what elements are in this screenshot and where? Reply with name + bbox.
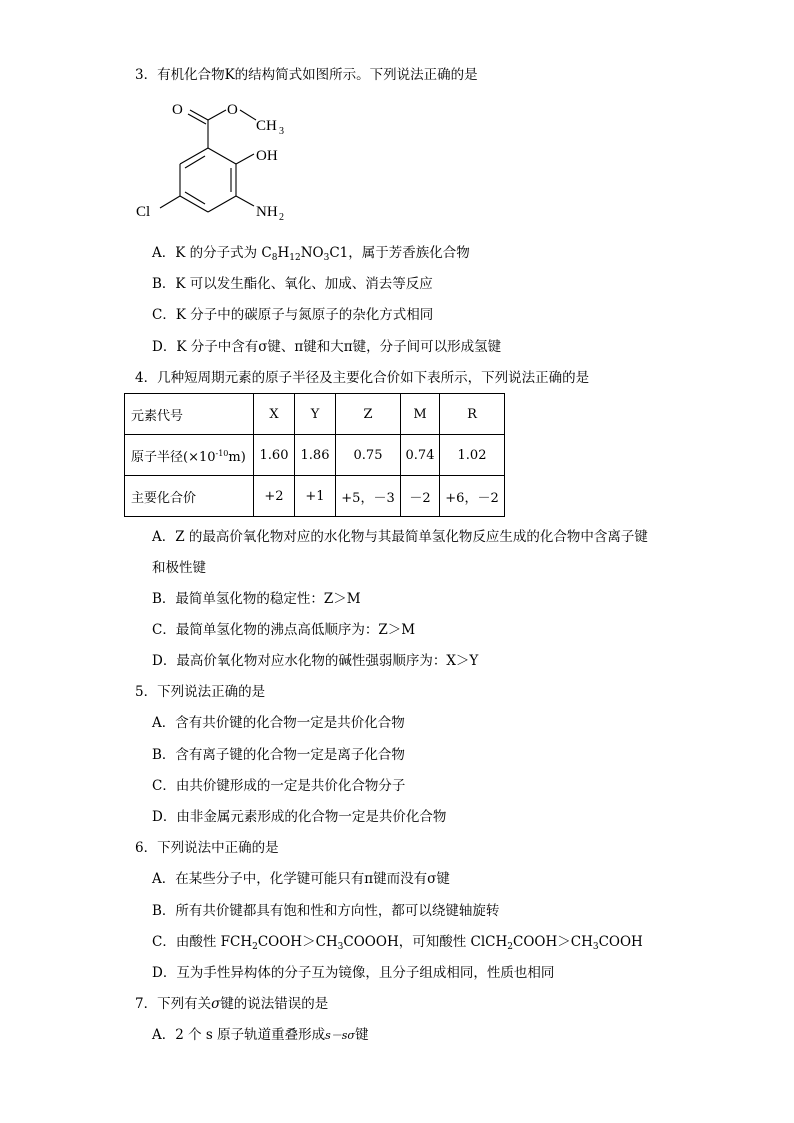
- table-cell: R: [440, 394, 505, 435]
- molecule-k-structure: [130, 92, 300, 232]
- table-cell: +2: [254, 476, 295, 517]
- table-row: [125, 476, 505, 517]
- q4-option-b: B．最简单氢化物的稳定性：Z＞M: [152, 591, 361, 607]
- q5-option-b: B．含有离子键的化合物一定是离子化合物: [152, 747, 405, 763]
- element-data-table: [124, 393, 505, 517]
- table-row: [125, 394, 505, 435]
- methyl-subscript: 3: [279, 126, 284, 137]
- table-cell: －2: [401, 476, 440, 517]
- q3-stem: 3．有机化合物K的结构简式如图所示。下列说法正确的是: [135, 67, 478, 83]
- q4-stem: 4．几种短周期元素的原子半径及主要化合价如下表所示，下列说法正确的是: [135, 370, 590, 386]
- table-cell: 原子半径$(\times 10^{-10}m)$: [125, 435, 254, 476]
- hydroxyl-label: OH: [256, 148, 278, 164]
- table-cell: +6，－2: [440, 476, 505, 517]
- table-cell: 1.60: [254, 435, 295, 476]
- q3-option-b: B．K 可以发生酯化、氧化、加成、消去等反应: [152, 276, 433, 292]
- table-cell: 0.74: [401, 435, 440, 476]
- q5-stem: 5．下列说法正确的是: [135, 684, 266, 700]
- q7-option-a: A．2 个 s 原子轨道重叠形成s－sσ键: [152, 1027, 369, 1043]
- table-cell: 主要化合价: [125, 476, 254, 517]
- q7-stem: 7．下列有关σ键的说法错误的是: [135, 996, 329, 1012]
- table-cell: +1: [295, 476, 336, 517]
- q3-option-d: D．K 分子中含有σ键、π键和大π键，分子间可以形成氢键: [152, 339, 502, 355]
- ester-oxygen-label: O: [227, 102, 238, 118]
- q5-option-d: D．由非金属元素形成的化合物一定是共价化合物: [152, 809, 447, 825]
- amino-label: NH: [256, 204, 278, 220]
- q6-stem: 6．下列说法中正确的是: [135, 840, 279, 856]
- q6-option-c: C．由酸性 $FCH_2COOH>CH_3COOOH$，可知酸性 $ClCH_2COOH>CH_3COOH$: [152, 934, 643, 952]
- table-cell: +5，－3: [336, 476, 401, 517]
- q4-option-a-continued: 和极性键: [152, 560, 206, 576]
- q3-option-c: C．K 分子中的碳原子与氮原子的杂化方式相同: [152, 307, 434, 323]
- q6-option-d: D．互为手性异构体的分子互为镜像，且分子组成相同，性质也相同: [152, 965, 555, 981]
- table-cell: 1.02: [440, 435, 505, 476]
- carbonyl-oxygen-label: O: [172, 102, 183, 118]
- chlorine-label: Cl: [136, 204, 151, 220]
- table-cell: X: [254, 394, 295, 435]
- table-cell: 元素代号: [125, 394, 254, 435]
- methyl-label: CH: [256, 118, 277, 134]
- q4-option-a: A．Z 的最高价氧化物对应的水化物与其最简单氢化物反应生成的化合物中含离子键: [152, 529, 648, 545]
- q6-option-a: A．在某些分子中，化学键可能只有π键而没有σ键: [152, 871, 450, 887]
- table-cell: 0.75: [336, 435, 401, 476]
- table-cell: M: [401, 394, 440, 435]
- q6-option-b: B．所有共价键都具有饱和性和方向性，都可以绕键轴旋转: [152, 903, 500, 919]
- q4-option-d: D．最高价氧化物对应水化物的碱性强弱顺序为：X＞Y: [152, 653, 479, 669]
- table-cell: Z: [336, 394, 401, 435]
- amino-subscript: 2: [279, 212, 284, 223]
- q3-option-a: A．K 的分子式为 $C_8H_{12}NO_3C1$，属于芳香族化合物: [152, 245, 470, 263]
- q5-option-c: C．由共价键形成的一定是共价化合物分子: [152, 778, 406, 794]
- table-row: [125, 435, 505, 476]
- table-cell: Y: [295, 394, 336, 435]
- q5-option-a: A．含有共价键的化合物一定是共价化合物: [152, 715, 405, 731]
- q4-option-c: C．最简单氢化物的沸点高低顺序为：Z＞M: [152, 622, 416, 638]
- table-cell: 1.86: [295, 435, 336, 476]
